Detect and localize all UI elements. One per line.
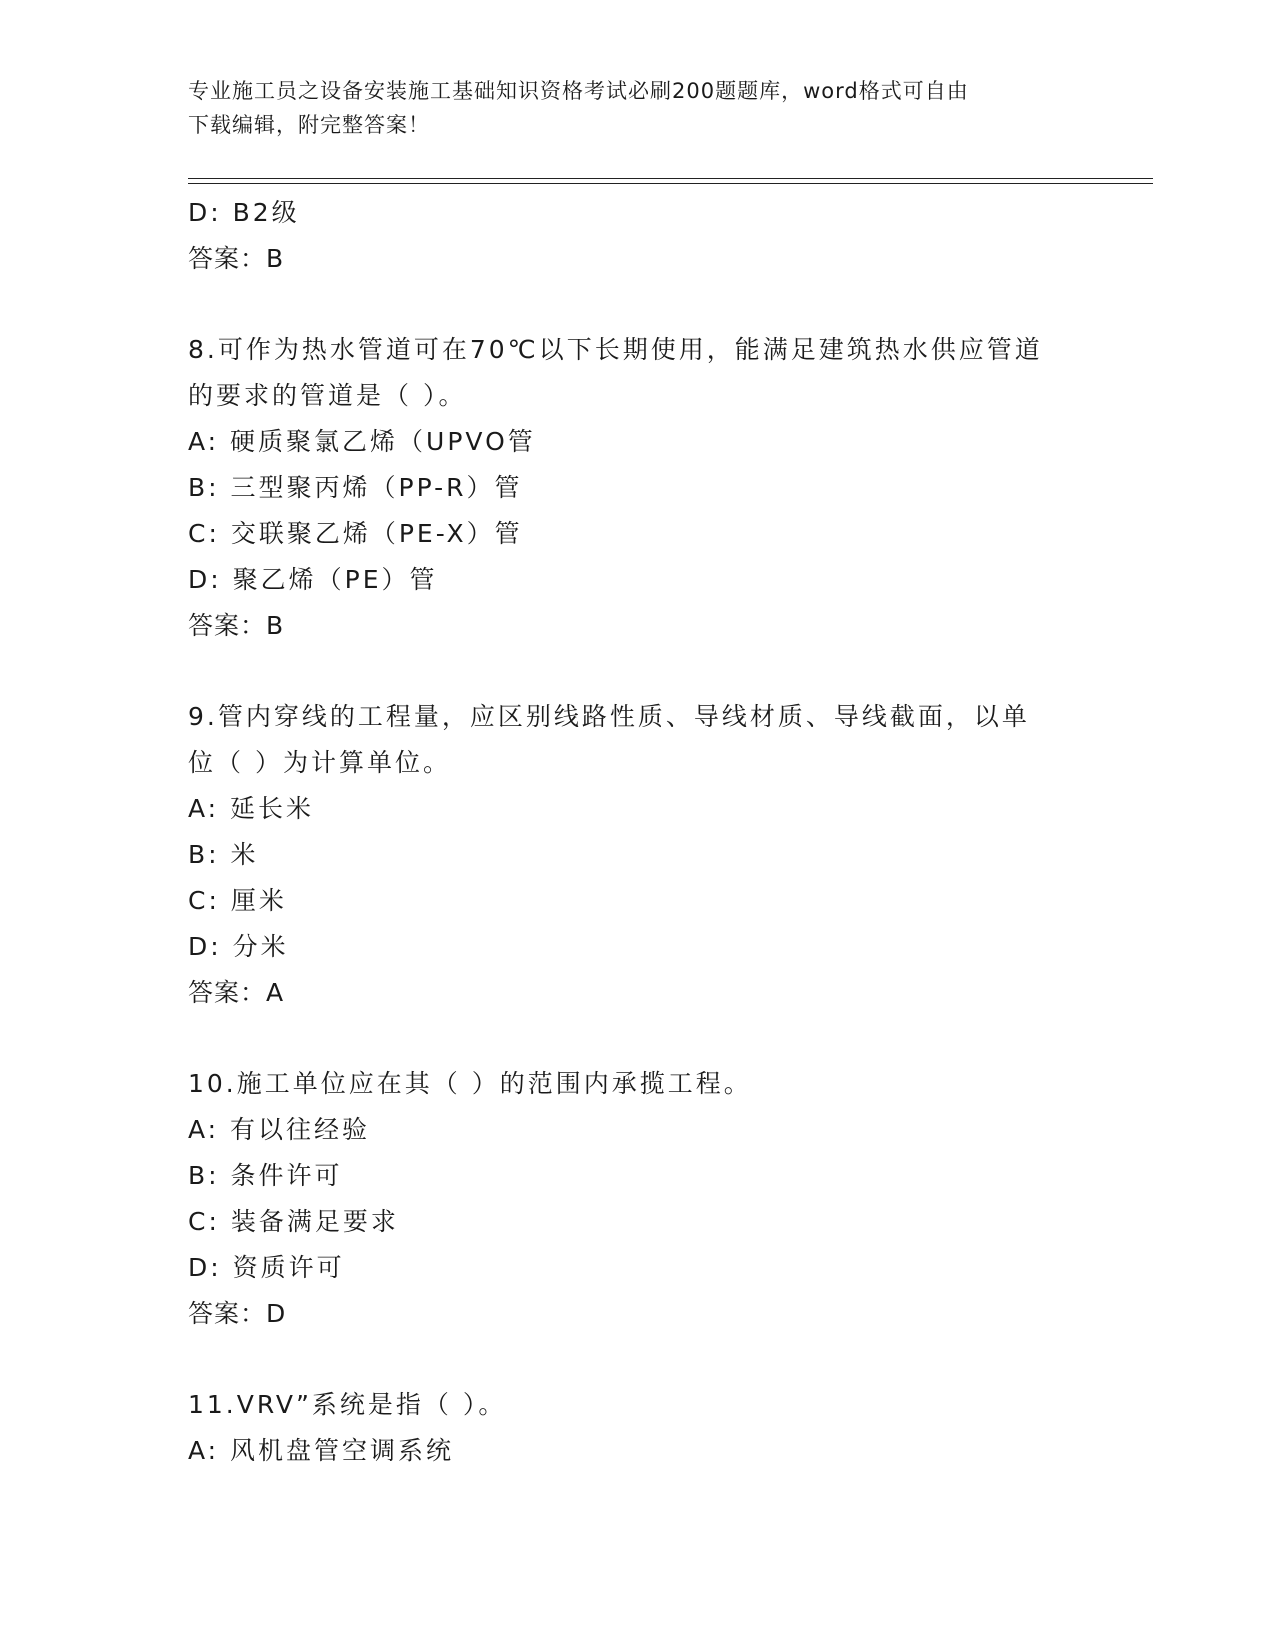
question-10-option-d: D: 资质许可	[188, 1253, 345, 1282]
question-8-option-c: C: 交联聚乙烯（PE-X）管	[188, 519, 523, 548]
question-9-answer: 答案：A	[188, 978, 285, 1007]
question-10-option-a: A: 有以往经验	[188, 1115, 371, 1144]
question-10-stem: 10.施工单位应在其（ ）的范围内承揽工程。	[188, 1069, 752, 1098]
question-7-answer: 答案：B	[188, 244, 285, 273]
question-9-stem-line-2: 位（ ）为计算单位。	[188, 748, 451, 777]
question-9	[188, 694, 1088, 1016]
question-11-option-a: A: 风机盘管空调系统	[188, 1436, 455, 1465]
question-7-tail	[188, 190, 1088, 282]
document-header	[188, 74, 1088, 142]
question-9-option-a: A: 延长米	[188, 794, 315, 823]
question-8-option-a: A: 硬质聚氯乙烯（UPVO管	[188, 427, 536, 456]
question-8-stem-line-1: 8.可作为热水管道可在70℃以下长期使用，能满足建筑热水供应管道	[188, 335, 1043, 364]
question-9-stem-line-1: 9.管内穿线的工程量，应区别线路性质、导线材质、导线截面，以单	[188, 702, 1030, 731]
question-8-stem-line-2: 的要求的管道是（ ）。	[188, 381, 467, 410]
question-8-answer: 答案：B	[188, 611, 285, 640]
question-9-option-c: C: 厘米	[188, 886, 287, 915]
question-7-option-d: D: B2级	[188, 198, 300, 227]
header-divider-top	[188, 178, 1153, 179]
question-10-option-b: B: 条件许可	[188, 1161, 343, 1190]
question-8-option-b: B: 三型聚丙烯（PP-R）管	[188, 473, 523, 502]
question-list	[188, 190, 1088, 1474]
header-line-2: 下载编辑，附完整答案！	[188, 113, 430, 137]
question-11	[188, 1382, 1088, 1474]
question-9-option-b: B: 米	[188, 840, 259, 869]
question-10-answer: 答案：D	[188, 1299, 287, 1328]
question-10-option-c: C: 装备满足要求	[188, 1207, 399, 1236]
question-11-stem: 11.VRV”系统是指（ ）。	[188, 1390, 507, 1419]
question-8	[188, 327, 1088, 649]
question-9-option-d: D: 分米	[188, 932, 289, 961]
header-divider-bottom	[188, 183, 1153, 184]
question-10	[188, 1061, 1088, 1337]
question-8-option-d: D: 聚乙烯（PE）管	[188, 565, 438, 594]
header-line-1: 专业施工员之设备安装施工基础知识资格考试必刷200题题库，word格式可自由	[188, 79, 969, 103]
